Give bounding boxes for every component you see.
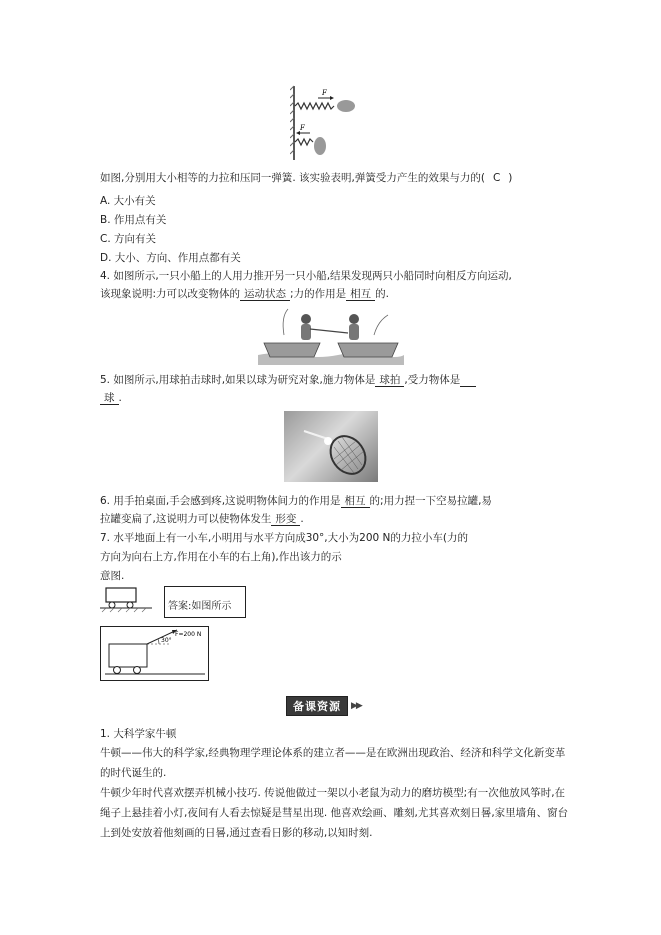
- q6-line2: [100, 512, 304, 526]
- q7-answer-diagram: [100, 626, 209, 681]
- q6-text-b: 的;用力捏一下空易拉罐,易: [369, 495, 492, 507]
- q4-text-b: ;力的作用是: [290, 288, 347, 300]
- q3-answer: C: [492, 172, 501, 184]
- q6-line1: [100, 494, 492, 508]
- q3-stem: [100, 171, 512, 185]
- q7-line3: 意图.: [100, 570, 125, 582]
- resource-banner-title: 备课资源: [286, 696, 348, 716]
- q5-blank2: 球: [100, 392, 119, 405]
- q6-text-d: .: [300, 513, 304, 525]
- boats-figure: [258, 305, 404, 365]
- double-arrow-icon: ▶▶: [351, 701, 361, 711]
- q7-line2: 方向为向右上方,作用在小车的右上角),作出该力的示: [100, 551, 342, 563]
- q3-option-a: A. 大小有关: [100, 195, 156, 207]
- resource-paragraph-1: 牛顿——伟大的科学家,经典物理学理论体系的建立者——是在欧洲出现政治、经济和科学文化新变革的时代诞生的.: [100, 747, 566, 779]
- q5-text-b: ,受力物体是: [404, 374, 461, 386]
- q5-text-end: .: [118, 392, 122, 404]
- q4-text-c: 的.: [375, 288, 389, 300]
- force-diagram: [101, 627, 208, 680]
- q6-blank2: 形变: [271, 513, 300, 526]
- q3-stem-text: 如图,分别用大小相等的力拉和压同一弹簧. 该实验表明,弹簧受力产生的效果与力的(: [100, 172, 485, 184]
- force-value-label: F=200 N: [175, 631, 202, 638]
- q4-line1: 4. 如图所示,一只小船上的人用力推开另一只小船,结果发现两只小船同时向相反方向运动,: [100, 270, 512, 282]
- cart-figure: [100, 586, 156, 614]
- q5-text-a: 5. 如图所示,用球拍击球时,如果以球为研究对象,施力物体是: [100, 374, 376, 386]
- q4-text-a: 该现象说明:力可以改变物体的: [100, 288, 241, 300]
- resource-banner: [286, 697, 361, 715]
- q3-option-b: B. 作用点有关: [100, 214, 167, 226]
- q3-option-c: C. 方向有关: [100, 233, 157, 245]
- q7-answer-label: 答案:如图所示: [168, 601, 232, 612]
- q6-text-c: 拉罐变扁了,这说明力可以使物体发生: [100, 513, 272, 525]
- spring-figure: [290, 84, 362, 162]
- resource-paragraph-2: 牛顿少年时代喜欢摆弄机械小技巧. 传说他做过一架以小老鼠为动力的磨坊模型;有一次他放风筝时,在绳子上悬挂着小灯,夜间有人看去惊疑是彗星出现. 他喜欢绘画、雕刻,尤其喜欢刻日晷,家里墙角、窗台上到处安放着他刻画的日晷,通过查看日影的移动,以知时刻.: [100, 787, 569, 839]
- q5-line1: [100, 373, 476, 387]
- q5-blank1: 球拍: [375, 374, 404, 387]
- q3-option-d: D. 大小、方向、作用点都有关: [100, 252, 241, 264]
- resource-item-title: 1. 大科学家牛顿: [100, 728, 177, 740]
- racket-icon: [284, 411, 378, 482]
- q5-line2: [100, 391, 122, 405]
- q7-line1: 7. 水平地面上有一小车,小明用与水平方向成30°,大小为200 N的力拉小车(力的: [100, 532, 468, 544]
- racket-photo: [284, 411, 378, 482]
- q5-blank2-start: [460, 374, 475, 387]
- q6-text-a: 6. 用手拍桌面,手会感到疼,这说明物体间力的作用是: [100, 495, 341, 507]
- q4-blank1: 运动状态: [240, 288, 290, 301]
- q7-answer-box: [164, 586, 246, 618]
- q6-blank1: 相互: [341, 495, 370, 508]
- force-label-bottom: F: [300, 124, 305, 132]
- force-label-top: F: [322, 89, 327, 97]
- q4-line2: [100, 287, 389, 301]
- angle-label: 30°: [161, 637, 172, 644]
- q4-blank2: 相互: [346, 288, 375, 301]
- q3-stem-close: ): [508, 172, 513, 184]
